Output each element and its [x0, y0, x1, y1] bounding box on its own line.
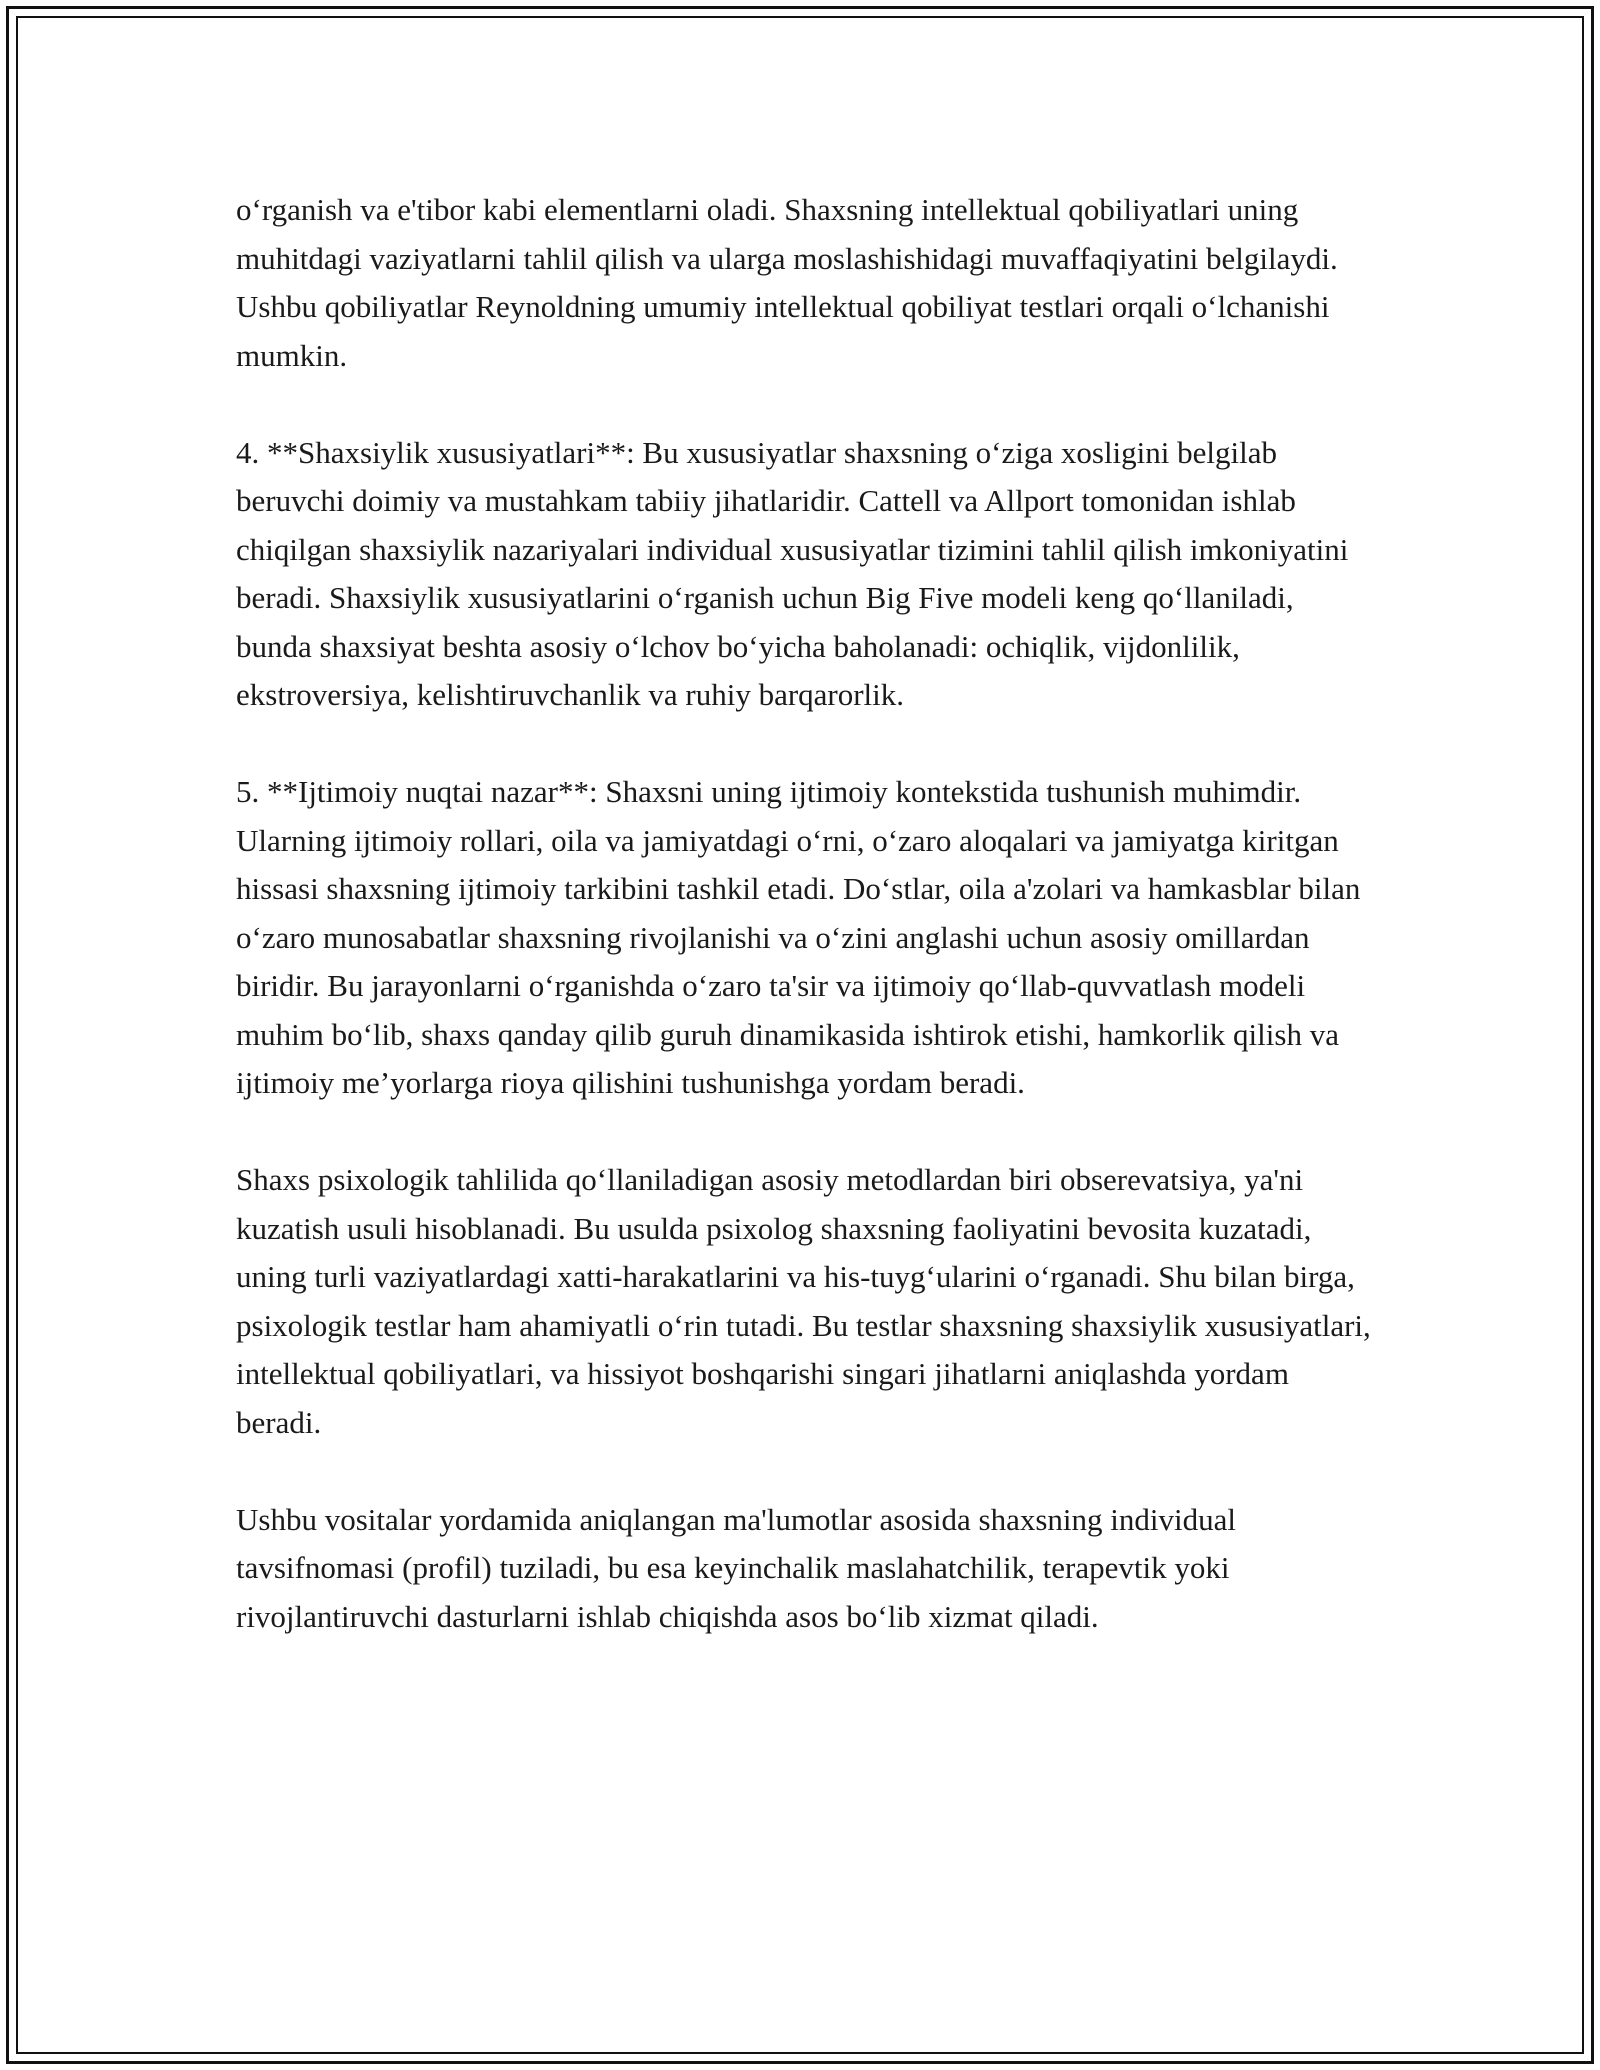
paragraph-personality-traits: 4. **Shaxsiylik xususiyatlari**: Bu xususiyatlar shaxsning o‘ziga xosligini belgilab beruvchi doimiy va mustahkam tabiiy jihatlaridir. Cattell va Allport tomonidan ishlab chiqilgan shaxsiylik nazariyalari individual xususiyatlar tizimini tahlil qilish imkoniyatini beradi. Shaxsiylik xususiyatlarini o‘rganish uchun Big Five modeli keng qo‘llaniladi, bunda shaxsiyat beshta asosiy o‘lchov bo‘yicha baholanadi: ochiqlik, vijdonlilik, ekstroversiya, kelishtiruvchanlik va ruhiy barqarorlik.	[236, 434, 1349, 712]
paragraph-conclusion: Ushbu vositalar yordamida aniqlangan ma'lumotlar asosida shaxsning individual tavsifnomasi (profil) tuziladi, bu esa keyinchalik maslahatchilik, terapevtik yoki rivojlantiruvchi dasturlarni ishlab chiqishda asos bo‘lib xizmat qiladi.	[236, 1501, 1236, 1634]
paragraph-social-perspective: 5. **Ijtimoiy nuqtai nazar**: Shaxsni uning ijtimoiy kontekstida tushunish muhimdir. Ularning ijtimoiy rollari, oila va jamiyatdagi o‘rni, o‘zaro aloqalari va jamiyatga kiritgan hissasi shaxsning ijtimoiy tarkibini tashkil etadi. Do‘stlar, oila a'zolari va hamkasblar bilan o‘zaro munosabatlar shaxsning rivojlanishi va o‘zini anglashi uchun asosiy omillardan biridir. Bu jarayonlarni o‘rganishda o‘zaro ta'sir va ijtimoiy qo‘llab-quvvatlash modeli muhim bo‘lib, shaxs qanday qilib guruh dinamikasida ishtirok etishi, hamkorlik qilish va ijtimoiy me’yorlarga rioya qilishini tushunishga yordam beradi.	[236, 774, 1361, 1100]
paragraph-methods: Shaxs psixologik tahlilida qo‘llaniladigan asosiy metodlardan biri obserevatsiya, ya'ni kuzatish usuli hisoblanadi. Bu usulda psixolog shaxsning faoliyatini bevosita kuzatadi, uning turli vaziyatlardagi xatti-harakatlarini va his-tuyg‘ularini o‘rganadi. Shu bilan birga, psixologik testlar ham ahamiyatli o‘rin tutadi. Bu testlar shaxsning shaxsiylik xususiyatlari, intellektual qobiliyatlari, va hissiyot boshqarishi singari jihatlarni aniqlashda yordam beradi.	[236, 1162, 1371, 1440]
document-body	[236, 186, 1374, 1690]
paragraph-intellectual-abilities: o‘rganish va e'tibor kabi elementlarni oladi. Shaxsning intellektual qobiliyatlari uning muhitdagi vaziyatlarni tahlil qilish va ularga moslashishidagi muvaffaqiyatini belgilaydi. Ushbu qobiliyatlar Reynoldning umumiy intellektual qobiliyat testlari orqali o‘lchanishi mumkin.	[236, 192, 1338, 373]
